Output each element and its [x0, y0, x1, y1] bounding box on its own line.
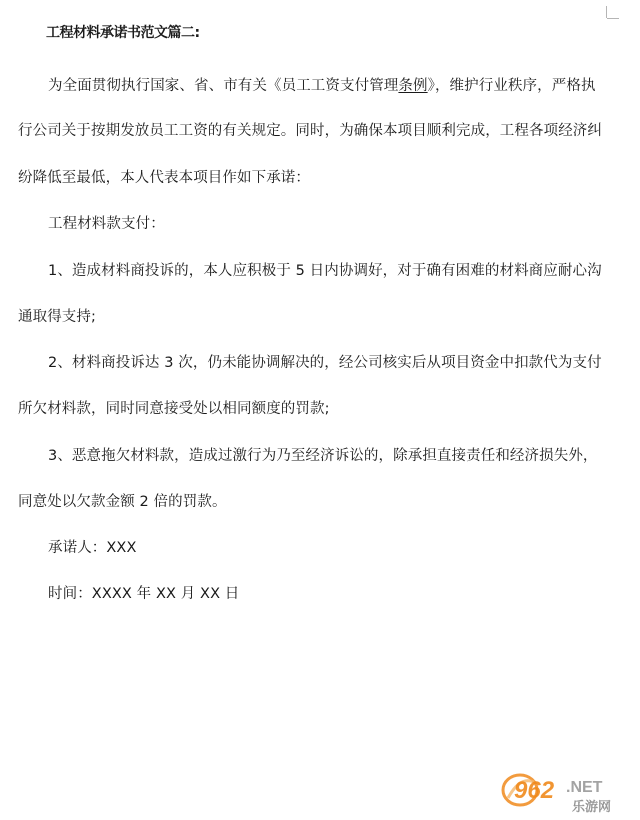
document-title: 工程材料承诺书范文篇二: — [46, 25, 200, 41]
item1-line2: 通取得支持; — [18, 309, 96, 325]
para1-line1-pre: 为全面贯彻执行国家、省、市有关《员工工资支付管理 — [48, 78, 399, 94]
watermark-cn-name: 乐游网 — [572, 800, 612, 815]
section-heading: 工程材料款支付： — [48, 216, 165, 232]
para1-line3: 纷降低至最低，本人代表本项目作如下承诺： — [18, 170, 310, 186]
item1-line1: 1、造成材料商投诉的，本人应积极于 5 日内协调好，对于确有困难的材料商应耐心沟 — [48, 263, 602, 279]
item3-line1: 3、恶意拖欠材料款，造成过激行为乃至经济诉讼的，除承担直接责任和经济损失外， — [48, 448, 598, 464]
signer-line: 承诺人：XXX — [48, 540, 137, 556]
para1-line1-post: 》，维护行业秩序，严格执 — [427, 78, 596, 94]
page-corner-marker — [606, 6, 620, 20]
watermark-suffix: .NET — [566, 779, 603, 796]
para1-line1 — [48, 76, 596, 96]
para1-underlined-term: 条例 — [398, 78, 428, 94]
item2-line2: 所欠材料款，同时同意接受处以相同额度的罚款; — [18, 401, 330, 417]
site-watermark-logo — [500, 768, 634, 816]
watermark-number: 962 — [514, 777, 555, 804]
para1-line2: 行公司关于按期发放员工工资的有关规定。同时，为确保本项目顺利完成，工程各项经济纠 — [18, 123, 602, 139]
item2-line1: 2、材料商投诉达 3 次，仍未能协调解决的，经公司核实后从项目资金中扣款代为支付 — [48, 355, 602, 371]
item3-line2: 同意处以欠款金额 2 倍的罚款。 — [18, 494, 227, 510]
date-line: 时间：XXXX 年 XX 月 XX 日 — [48, 586, 240, 602]
